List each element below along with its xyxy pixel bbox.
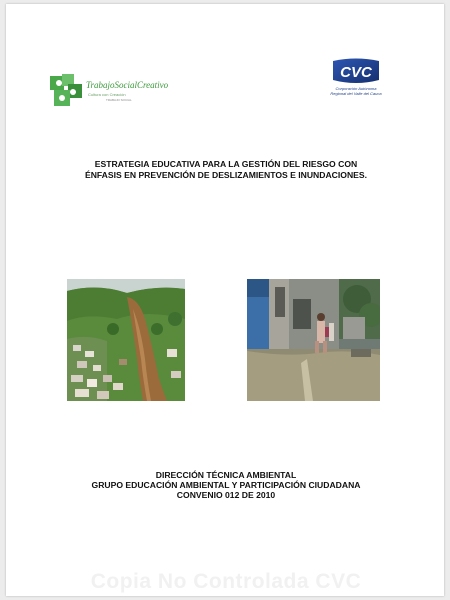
trabajo-social-logo-tagline: Cultura con Creación	[88, 92, 126, 97]
trabajo-social-logo-subtext: TRABAJO SOCIAL	[106, 98, 132, 102]
document-title-line2: ÉNFASIS EN PREVENCIÓN DE DESLIZAMIENTOS E INUNDACIONES.	[84, 170, 368, 180]
footer-line2: GRUPO EDUCACIÓN AMBIENTAL Y PARTICIPACIÓN CIUDADANA	[91, 480, 361, 490]
document-page	[6, 4, 444, 596]
trabajo-social-logo-icon	[48, 72, 84, 108]
landslide-photo	[67, 279, 185, 401]
trabajo-social-logo	[48, 72, 178, 112]
document-title-line1: ESTRATEGIA EDUCATIVA PARA LA GESTIÓN DEL RIESGO CON	[94, 159, 358, 169]
cvc-logo-badge	[329, 58, 383, 86]
footer-line1: DIRECCIÓN TÉCNICA AMBIENTAL	[155, 470, 297, 480]
cvc-logo-badge-text: CVC	[340, 64, 372, 81]
cvc-logo-caption-line2: Regional del Valle del Cauca	[330, 91, 382, 96]
flood-photo	[247, 279, 380, 401]
watermark: Copia No Controlada CVC	[90, 570, 362, 593]
footer-line3: CONVENIO 012 DE 2010	[176, 490, 276, 500]
cvc-logo	[319, 58, 393, 108]
cvc-logo-caption	[319, 86, 393, 96]
flood-photo-image	[247, 279, 380, 401]
landslide-photo-image	[67, 279, 185, 401]
document-footer	[36, 470, 416, 500]
trabajo-social-logo-text: TrabajoSocialCreativo	[86, 80, 169, 90]
cvc-logo-caption-line1: Corporación Autónoma	[335, 86, 377, 91]
document-title	[36, 159, 416, 181]
